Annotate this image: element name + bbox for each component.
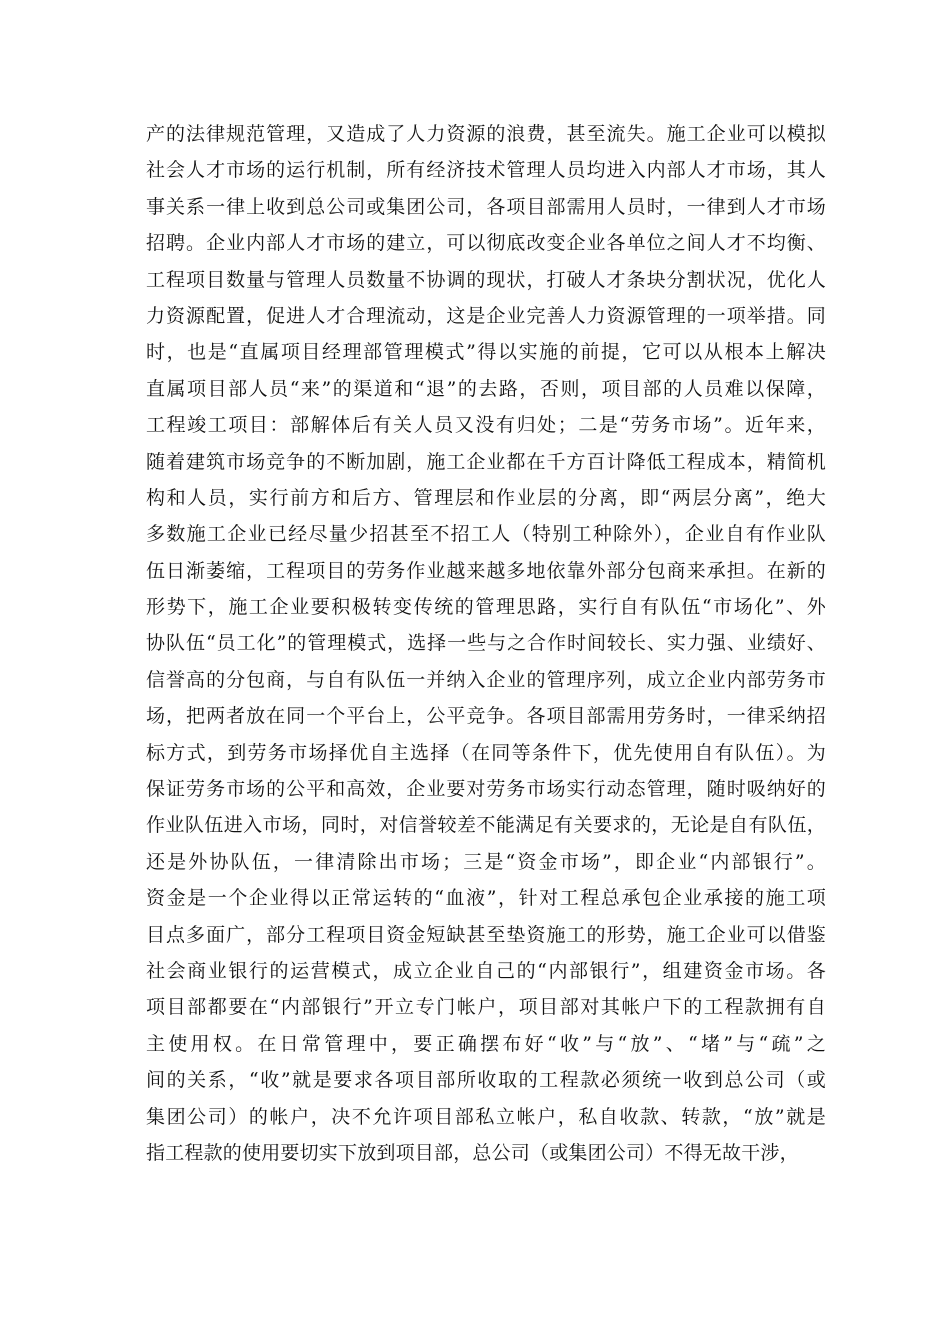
text-line: 形势下，施工企业要积极转变传统的管理思路，实行自有队伍“市场化”、外: [146, 596, 826, 619]
text-line: 社会商业银行的运营模式，成立企业自己的“内部银行”，组建资金市场。各: [146, 959, 826, 982]
text-line: 目点多面广，部分工程项目资金短缺甚至垫资施工的形势，施工企业可以借鉴: [146, 923, 826, 946]
text-line: 招聘。企业内部人才市场的建立，可以彻底改变企业各单位之间人才不均衡、: [146, 232, 826, 255]
text-line: 主使用权。在日常管理中，要正确摆布好“收”与“放”、“堵”与“疏”之: [146, 1032, 826, 1055]
text-line: 随着建筑市场竞争的不断加剧，施工企业都在千方百计降低工程成本，精简机: [146, 450, 826, 473]
text-line: 多数施工企业已经尽量少招甚至不招工人（特别工种除外），企业自有作业队: [146, 523, 826, 546]
text-line: 工程竣工项目：部解体后有关人员又没有归处；二是“劳务市场”。近年来，: [146, 414, 826, 437]
text-line: 时，也是“直属项目经理部管理模式”得以实施的前提，它可以从根本上解决: [146, 341, 826, 364]
text-line: 还是外协队伍，一律清除出市场；三是“资金市场”，即企业“内部银行”。: [146, 850, 826, 873]
text-line: 伍日渐萎缩，工程项目的劳务作业越来越多地依靠外部分包商来承担。在新的: [146, 559, 826, 582]
text-line: 作业队伍进入市场，同时，对信誉较差不能满足有关要求的，无论是自有队伍，: [146, 814, 826, 837]
text-line: 保证劳务市场的公平和高效，企业要对劳务市场实行动态管理，随时吸纳好的: [146, 778, 826, 801]
text-line: 信誉高的分包商，与自有队伍一并纳入企业的管理序列，成立企业内部劳务市: [146, 668, 826, 691]
text-line: 项目部都要在“内部银行”开立专门帐户，项目部对其帐户下的工程款拥有自: [146, 996, 826, 1019]
text-line: 间的关系，“收”就是要求各项目部所收取的工程款必须统一收到总公司（或: [146, 1069, 826, 1092]
text-line: 标方式，到劳务市场择优自主选择（在同等条件下，优先使用自有队伍）。为: [146, 741, 826, 764]
body-paragraph: [146, 116, 826, 1171]
text-line: 力资源配置，促进人才合理流动，这是企业完善人力资源管理的一项举措。同: [146, 304, 826, 327]
text-line: 构和人员，实行前方和后方、管理层和作业层的分离，即“两层分离”，绝大: [146, 486, 826, 509]
text-line: 协队伍“员工化”的管理模式，选择一些与之合作时间较长、实力强、业绩好、: [146, 632, 826, 655]
text-line: 场，把两者放在同一个平台上，公平竞争。各项目部需用劳务时，一律采纳招: [146, 705, 826, 728]
text-line: 社会人才市场的运行机制，所有经济技术管理人员均进入内部人才市场，其人: [146, 159, 826, 182]
text-line: 指工程款的使用要切实下放到项目部，总公司（或集团公司）不得无故干涉，: [146, 1141, 799, 1164]
text-line: 资金是一个企业得以正常运转的“血液”，针对工程总承包企业承接的施工项: [146, 887, 826, 910]
text-line: 集团公司）的帐户，决不允许项目部私立帐户，私自收款、转款，“放”就是: [146, 1105, 826, 1128]
text-line: 产的法律规范管理，又造成了人力资源的浪费，甚至流失。施工企业可以模拟: [146, 123, 826, 145]
text-line: 工程项目数量与管理人员数量不协调的现状，打破人才条块分割状况，优化人: [146, 268, 826, 291]
text-line: 事关系一律上收到总公司或集团公司，各项目部需用人员时，一律到人才市场: [146, 195, 826, 218]
text-line: 直属项目部人员“来”的渠道和“退”的去路，否则，项目部的人员难以保障，: [146, 377, 826, 400]
